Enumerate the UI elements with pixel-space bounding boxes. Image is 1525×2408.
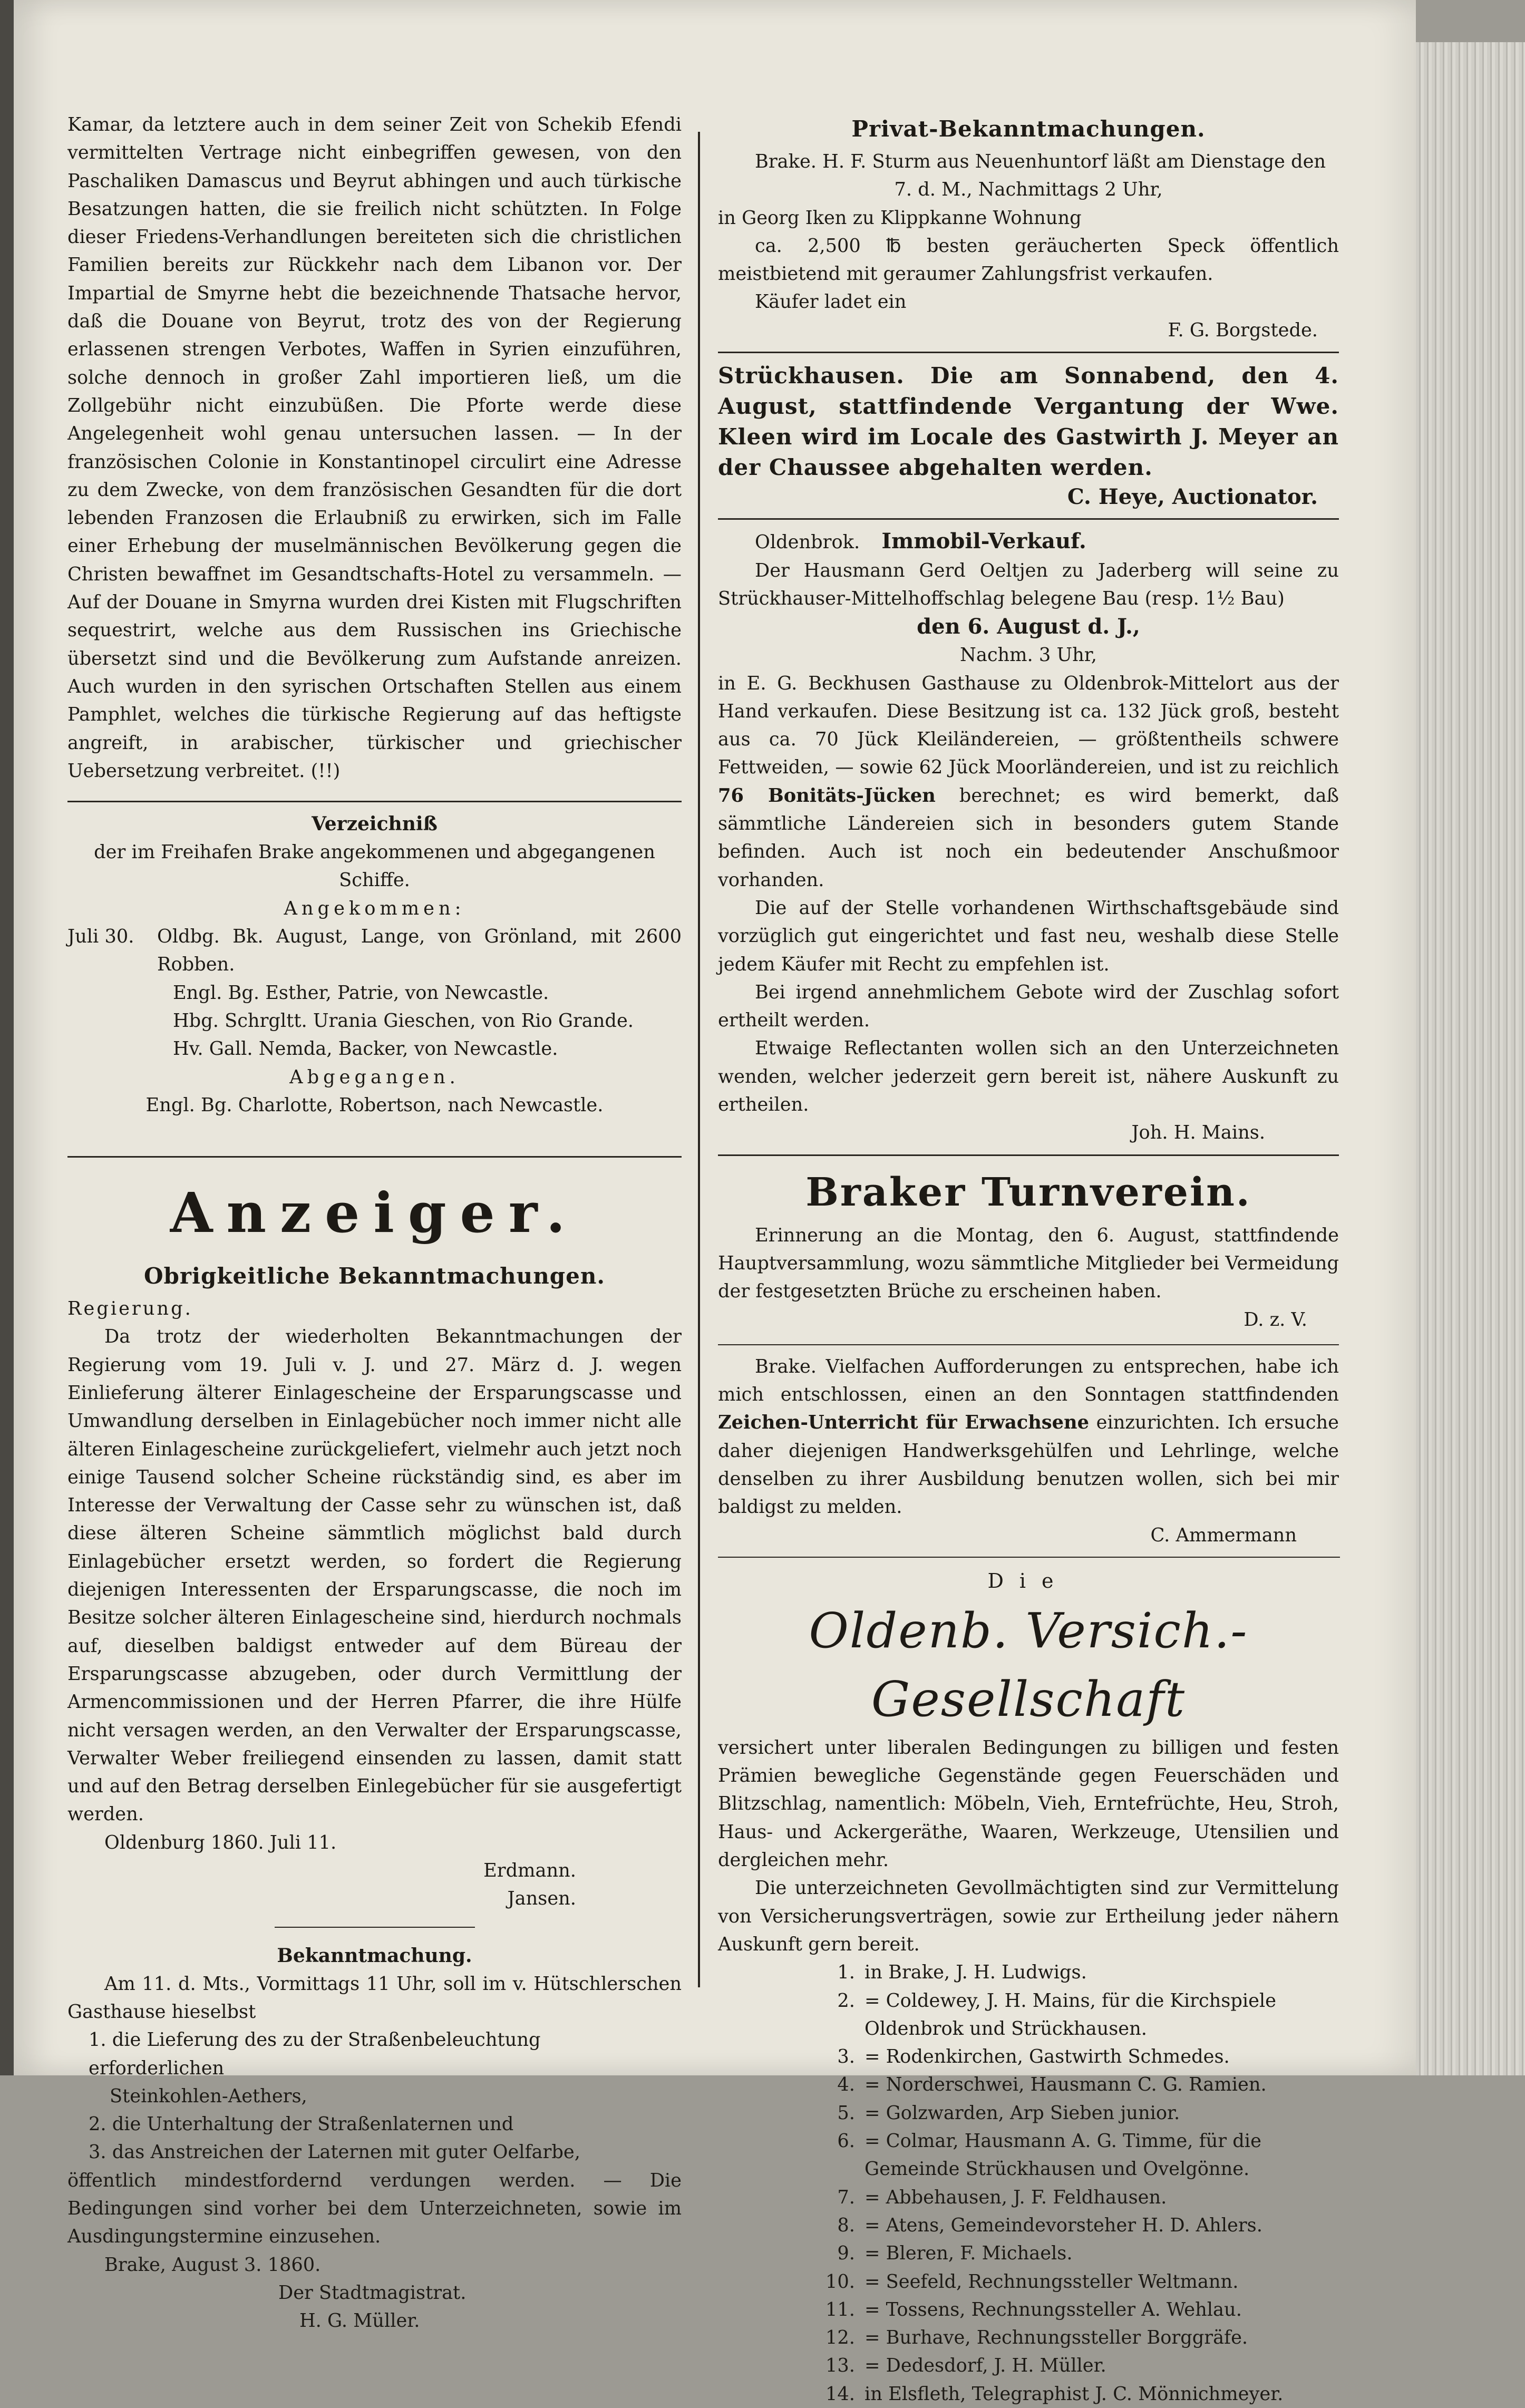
agent-number: 6.	[837, 2130, 855, 2152]
regierung-label: Regierung.	[67, 1298, 193, 1320]
sturm-text: ca. 2,500 ℔ besten geräucherten Speck öffentlich meistbietend mit geraumer Zahlungsfrist verkaufen.	[718, 235, 1339, 285]
agent-number: 14.	[825, 2383, 855, 2405]
signature: D. z. V.	[1244, 1308, 1307, 1331]
agent-text: = Bleren, F. Michaels.	[865, 2242, 1073, 2265]
signature: Erdmann.	[483, 1860, 576, 1882]
ship-register	[67, 810, 682, 1119]
signature: F. G. Borgstede.	[1168, 319, 1318, 341]
list-item	[802, 2211, 1339, 2239]
signature: H. G. Müller.	[299, 2310, 420, 2332]
strueckhausen-notice: Strückhausen. Die am Sonnabend, den 4. August, stattfindende Vergantung der Wwe. Kleen wird im Locale des Gastwirth J. Meyer an der Chaussee abgehalten werden.	[718, 363, 1339, 481]
agent-number: 5.	[837, 2102, 855, 2124]
agent-number: 8.	[837, 2214, 855, 2236]
ship-entry: Engl. Bg. Charlotte, Robertson, nach Newcastle.	[145, 1094, 604, 1116]
agent-text: = Golzwarden, Arp Sieben junior.	[865, 2102, 1180, 2124]
immobil-text: Etwaige Reflectanten wollen sich an den Unterzeichneten wenden, welcher jederzeit gern bereit ist, nähere Auskunft zu ertheilen.	[718, 1037, 1339, 1116]
agent-number: 1.	[837, 1962, 855, 1984]
ship-register-subtitle: der im Freihafen Brake angekommenen und abgegangenen Schiffe.	[94, 841, 655, 891]
bekanntmachung-date: Brake, August 3. 1860.	[104, 2254, 321, 2276]
list-item	[802, 2127, 1339, 2183]
turnverein-text: Erinnerung an die Montag, den 6. August, stattfindende Hauptversammlung, wozu sämmtliche Mitglieder bei Vermeidung der festgesetzten Brüche zu erscheinen haben.	[718, 1224, 1339, 1303]
agent-text: in Brake, J. H. Ludwigs.	[865, 1962, 1087, 1984]
agent-text: = Rodenkirchen, Gastwirth Schmedes.	[865, 2046, 1230, 2068]
sturm-invite: Käufer ladet ein	[755, 291, 907, 313]
list-item	[802, 2099, 1339, 2127]
immobil-text-part: berechnet; es wird bemerkt, daß sämmtliche Ländereien sich in besonders gutem Stande befinden. Auch ist noch ein bedeutender Anschußmoor vorhanden.	[718, 784, 1339, 891]
left-column	[67, 111, 682, 2335]
agent-number: 9.	[837, 2242, 855, 2265]
anzeiger-title: Anzeiger.	[170, 1180, 579, 1246]
immobil-date: den 6. August d. J.,	[917, 614, 1140, 639]
zeichen-bold: Zeichen-Unterricht für Erwachsene	[718, 1412, 1089, 1434]
right-column	[718, 111, 1339, 2408]
agent-text: in Elsfleth, Telegraphist J. C. Mönnichmeyer.	[865, 2383, 1284, 2405]
signature: C. Heye, Auctionator.	[1067, 484, 1318, 510]
agent-number: 12.	[825, 2327, 855, 2349]
signature: Jansen.	[507, 1888, 576, 1910]
list-item	[802, 1958, 1339, 1986]
agent-number: 2.	[837, 1989, 855, 2012]
agent-text: = Tossens, Rechnungssteller A. Wehlau.	[865, 2298, 1242, 2320]
ship-entry: Hbg. Schrgltt. Urania Gieschen, von Rio Grande.	[173, 1009, 634, 1032]
agent-text: = Abbehausen, J. F. Feldhausen.	[865, 2186, 1167, 2208]
immobil-heading	[718, 527, 1339, 556]
zeichen-notice	[718, 1353, 1339, 1521]
ship-entry: Oldbg. Bk. August, Lange, von Grönland, mit 2600 Robben.	[157, 926, 682, 976]
arrived-entry	[67, 923, 682, 979]
section-rule	[67, 1156, 682, 1158]
versicherung-text: versichert unter liberalen Bedingungen zu billigen und festen Prämien bewegliche Gegenstände gegen Feuerschäden und Blitzschlag, namentlich: Möbeln, Vieh, Erntefrüchte, Heu, Stroh, Haus- und Ackergeräthe, Waaren, Werkzeuge, Utensilien und dergleichen mehr.	[718, 1736, 1339, 1871]
list-item: 3. das Anstreichen der Laternen mit guter Oelfarbe,	[89, 2141, 580, 2163]
bekanntmachung-text: öffentlich mindestfordernd verdungen werden. — Die Bedingungen sind vorher bei dem Unterzeichneten, sowie im Ausdingungstermine einzusehen.	[67, 2169, 682, 2248]
agent-text: = Coldewey, J. H. Mains, für die Kirchspiele Oldenbrok und Strückhausen.	[865, 1989, 1276, 2040]
zeichen-text-part: Brake. Vielfachen Aufforderungen zu entsprechen, habe ich mich entschlossen, einen an den Sonntagen stattfindenden	[718, 1355, 1339, 1406]
list-item: 2. die Unterhaltung der Straßenlaternen und	[89, 2113, 514, 2135]
versicherung-title: Oldenb. Versich.-Gesellschaft	[809, 1602, 1248, 1727]
die-label: Die	[987, 1569, 1070, 1593]
list-item	[802, 2352, 1339, 2380]
agent-number: 3.	[837, 2046, 855, 2068]
immobil-text: Bei irgend annehmlichem Gebote wird der Zuschlag sofort ertheilt werden.	[718, 981, 1339, 1032]
immobil-time: Nachm. 3 Uhr,	[960, 644, 1097, 666]
ship-entry: Engl. Bg. Esther, Patrie, von Newcastle.	[173, 982, 549, 1004]
regierung-date: Oldenburg 1860. Juli 11.	[104, 1831, 337, 1853]
agent-number: 7.	[837, 2186, 855, 2208]
list-item	[802, 2380, 1339, 2408]
news-paragraph: Kamar, da letztere auch in dem seiner Zeit von Schekib Efendi vermittelten Vertrage nicht einbegriffen gewesen, von den Paschaliken Damascus und Beyrut abhingen und auch türkische Besatzungen hatten, die sie freilich nicht schützten. In Folge dieser Friedens-Verhandlungen bereiteten sich die christlichen Familien bereits zur Rückkehr nach dem Libanon vor. Der Impartial de Smyrne hebt die bezeichnende Thatsache hervor, daß die Douane von Beyrut, trotz des von der Regierung erlassenen strengen Verbotes, Waffen in Syrien einzuführen, solche dennoch in großer Zahl importieren ließ, um die Zollgebühr nicht einzubüßen. Die Pforte werde diese Angelegenheit wohl genau untersuchen lassen. — In der französischen Colonie in Konstantinopel circulirt eine Adresse zu dem Zwecke, von dem französischen Gesandten für die dort lebenden Franzosen die Erlaubniß zu erwirken, sich im Falle einer Erhebung der muselmännischen Bevölkerung gegen die Christen bewaffnet im Gesandtschafts-Hotel zu versammeln. — Auf der Douane in Smyrna wurden drei Kisten mit Flugschriften sequestrirt, welche aus dem Russischen ins Griechische übersetzt sind und die Bevölkerung zum Aufstande anreizen. Auch wurden in den syrischen Ortschaften Stellen aus einem Pamphlet, welches die türkische Regierung auf das heftigste angreift, in arabischer, türkischer und griechischer Uebersetzung verbreitet. (!!)	[67, 114, 682, 782]
agent-list	[718, 1958, 1339, 2408]
section-rule	[718, 518, 1339, 520]
turnverein-title: Braker Turnverein.	[805, 1169, 1251, 1215]
signature: C. Ammermann	[1150, 1524, 1297, 1546]
book-binding	[0, 0, 14, 2075]
agent-text: = Atens, Gemeindevorsteher H. D. Ahlers.	[865, 2214, 1262, 2236]
short-rule	[275, 1927, 475, 1928]
immobil-bold: 76 Bonitäts-Jücken	[718, 784, 936, 807]
immobil-text	[718, 669, 1339, 894]
regierung-notice: Da trotz der wiederholten Bekanntmachungen der Regierung vom 19. Juli v. J. und 27. März d. J. wegen Einlieferung älterer Einlagescheine der Ersparungscasse und Umwandlung derselben in Einlagebücher noch immer nicht alle älteren Einlagescheine zurückgeliefert, vielmehr auch jetzt noch einige Tausend solcher Scheine rückständig sind, es aber im Interesse der Verwaltung der Casse sehr zu wünschen ist, daß diese älteren Scheine sämmtlich möglichst bald durch Einlagebücher ersetzt werden, so fordert die Regierung diejenigen Interessenten der Ersparungscasse, die noch im Besitze solcher älteren Einlagescheine sind, hierdurch nochmals auf, dieselben baldigst entweder auf dem Büreau der Ersparungscasse abzugeben, oder durch Vermittlung der Armencommissionen und der Herren Pfarrer, die ihre Hülfe nicht versagen werden, an den Verwalter der Ersparungscasse, Verwalter Weber freiliegend einsenden zu lassen, damit statt und auf den Betrag derselben Einlegebücher für sie ausgefertigt werden.	[67, 1326, 682, 1826]
ship-register-title: Verzeichniß	[312, 813, 438, 836]
bekanntmachung-title: Bekanntmachung.	[277, 1944, 472, 1967]
bekanntmachung-list	[67, 2026, 682, 2166]
immobil-title: Immobil-Verkauf.	[881, 529, 1086, 554]
section-rule	[718, 1557, 1340, 1558]
list-item	[802, 2268, 1339, 2296]
agent-number: 11.	[825, 2298, 855, 2320]
page-edges	[1416, 42, 1525, 2075]
departed-heading: Abgegangen.	[289, 1066, 460, 1088]
list-item: 1. die Lieferung des zu der Straßenbeleuchtung erforderlichen	[89, 2029, 541, 2079]
agent-text: = Seefeld, Rechnungssteller Weltmann.	[865, 2270, 1239, 2293]
list-item	[802, 2043, 1339, 2071]
section-rule	[718, 1154, 1339, 1156]
sturm-place: in Georg Iken zu Klippkanne Wohnung	[718, 207, 1082, 229]
immobil-text-part: in E. G. Beckhusen Gasthause zu Oldenbrok-Mittelort aus der Hand verkaufen. Diese Besitzung ist ca. 132 Jück groß, besteht aus ca. 70 Jück Kleiländereien, — größtentheils schwere Fettweiden, — sowie 62 Jück Moorländereien, und ist zu reichlich	[718, 672, 1339, 779]
versicherung-text: Die unterzeichneten Gevollmächtigten sind zur Vermittelung von Versicherungsverträgen, sowie zur Ertheilung jeder nähern Auskunft gern bereit.	[718, 1877, 1339, 1955]
agent-number: 10.	[825, 2270, 855, 2293]
agent-number: 4.	[837, 2074, 855, 2096]
agent-text: = Colmar, Hausmann A. G. Timme, für die Gemeinde Strückhausen und Ovelgönne.	[865, 2130, 1261, 2180]
agent-text: = Norderschwei, Hausmann C. G. Ramien.	[865, 2074, 1267, 2096]
section-rule	[718, 352, 1339, 353]
sturm-date: 7. d. M., Nachmittags 2 Uhr,	[894, 179, 1163, 201]
column-divider	[698, 132, 700, 1987]
list-item	[802, 2071, 1339, 2099]
sturm-notice: Brake. H. F. Sturm aus Neuenhuntorf läßt am Dienstage den	[755, 151, 1326, 172]
list-item	[802, 2183, 1339, 2211]
immobil-text: Die auf der Stelle vorhandenen Wirthschaftsgebäude sind vorzüglich gut eingerichtet und fast neu, weshalb diese Stelle jedem Käufer mit Recht zu empfehlen ist.	[718, 897, 1339, 975]
agent-text: = Burhave, Rechnungssteller Borggräfe.	[865, 2327, 1248, 2349]
list-item	[802, 2296, 1339, 2324]
section-rule	[718, 1344, 1339, 1345]
list-item	[802, 2324, 1339, 2352]
ship-entry: Hv. Gall. Nemda, Backer, von Newcastle.	[173, 1038, 558, 1060]
immobil-intro: Der Hausmann Gerd Oeltjen zu Jaderberg will seine zu Strückhauser-Mittelhoffschlag belegene Bau (resp. 1½ Bau)	[718, 559, 1339, 609]
private-notices-title: Privat-Bekanntmachungen.	[851, 116, 1206, 142]
list-item	[802, 2239, 1339, 2267]
list-item	[802, 1987, 1339, 2043]
zeichen-text-part: einzurichten. Ich ersuche daher diejenigen Handwerksgehülfen und Lehrlinge, welche denselben zu ihrer Ausbildung benutzen wollen, sich bei mir baldigst zu melden.	[718, 1412, 1339, 1518]
signature: Joh. H. Mains.	[1131, 1122, 1265, 1144]
signature: Der Stadtmagistrat.	[278, 2281, 467, 2304]
bekanntmachung-intro: Am 11. d. Mts., Vormittags 11 Uhr, soll im v. Hütschlerschen Gasthause hieselbst	[67, 1973, 682, 2023]
agent-text: = Dedesdorf, J. H. Müller.	[865, 2355, 1106, 2377]
arrived-date: Juli 30.	[67, 926, 134, 948]
arrived-heading: Angekommen:	[284, 897, 465, 919]
section-rule	[67, 801, 682, 802]
list-item: Steinkohlen-Aethers,	[110, 2085, 307, 2107]
immobil-place: Oldenbrok.	[755, 531, 860, 554]
agent-number: 13.	[825, 2355, 855, 2377]
official-notices-title: Obrigkeitliche Bekanntmachungen.	[143, 1263, 606, 1289]
